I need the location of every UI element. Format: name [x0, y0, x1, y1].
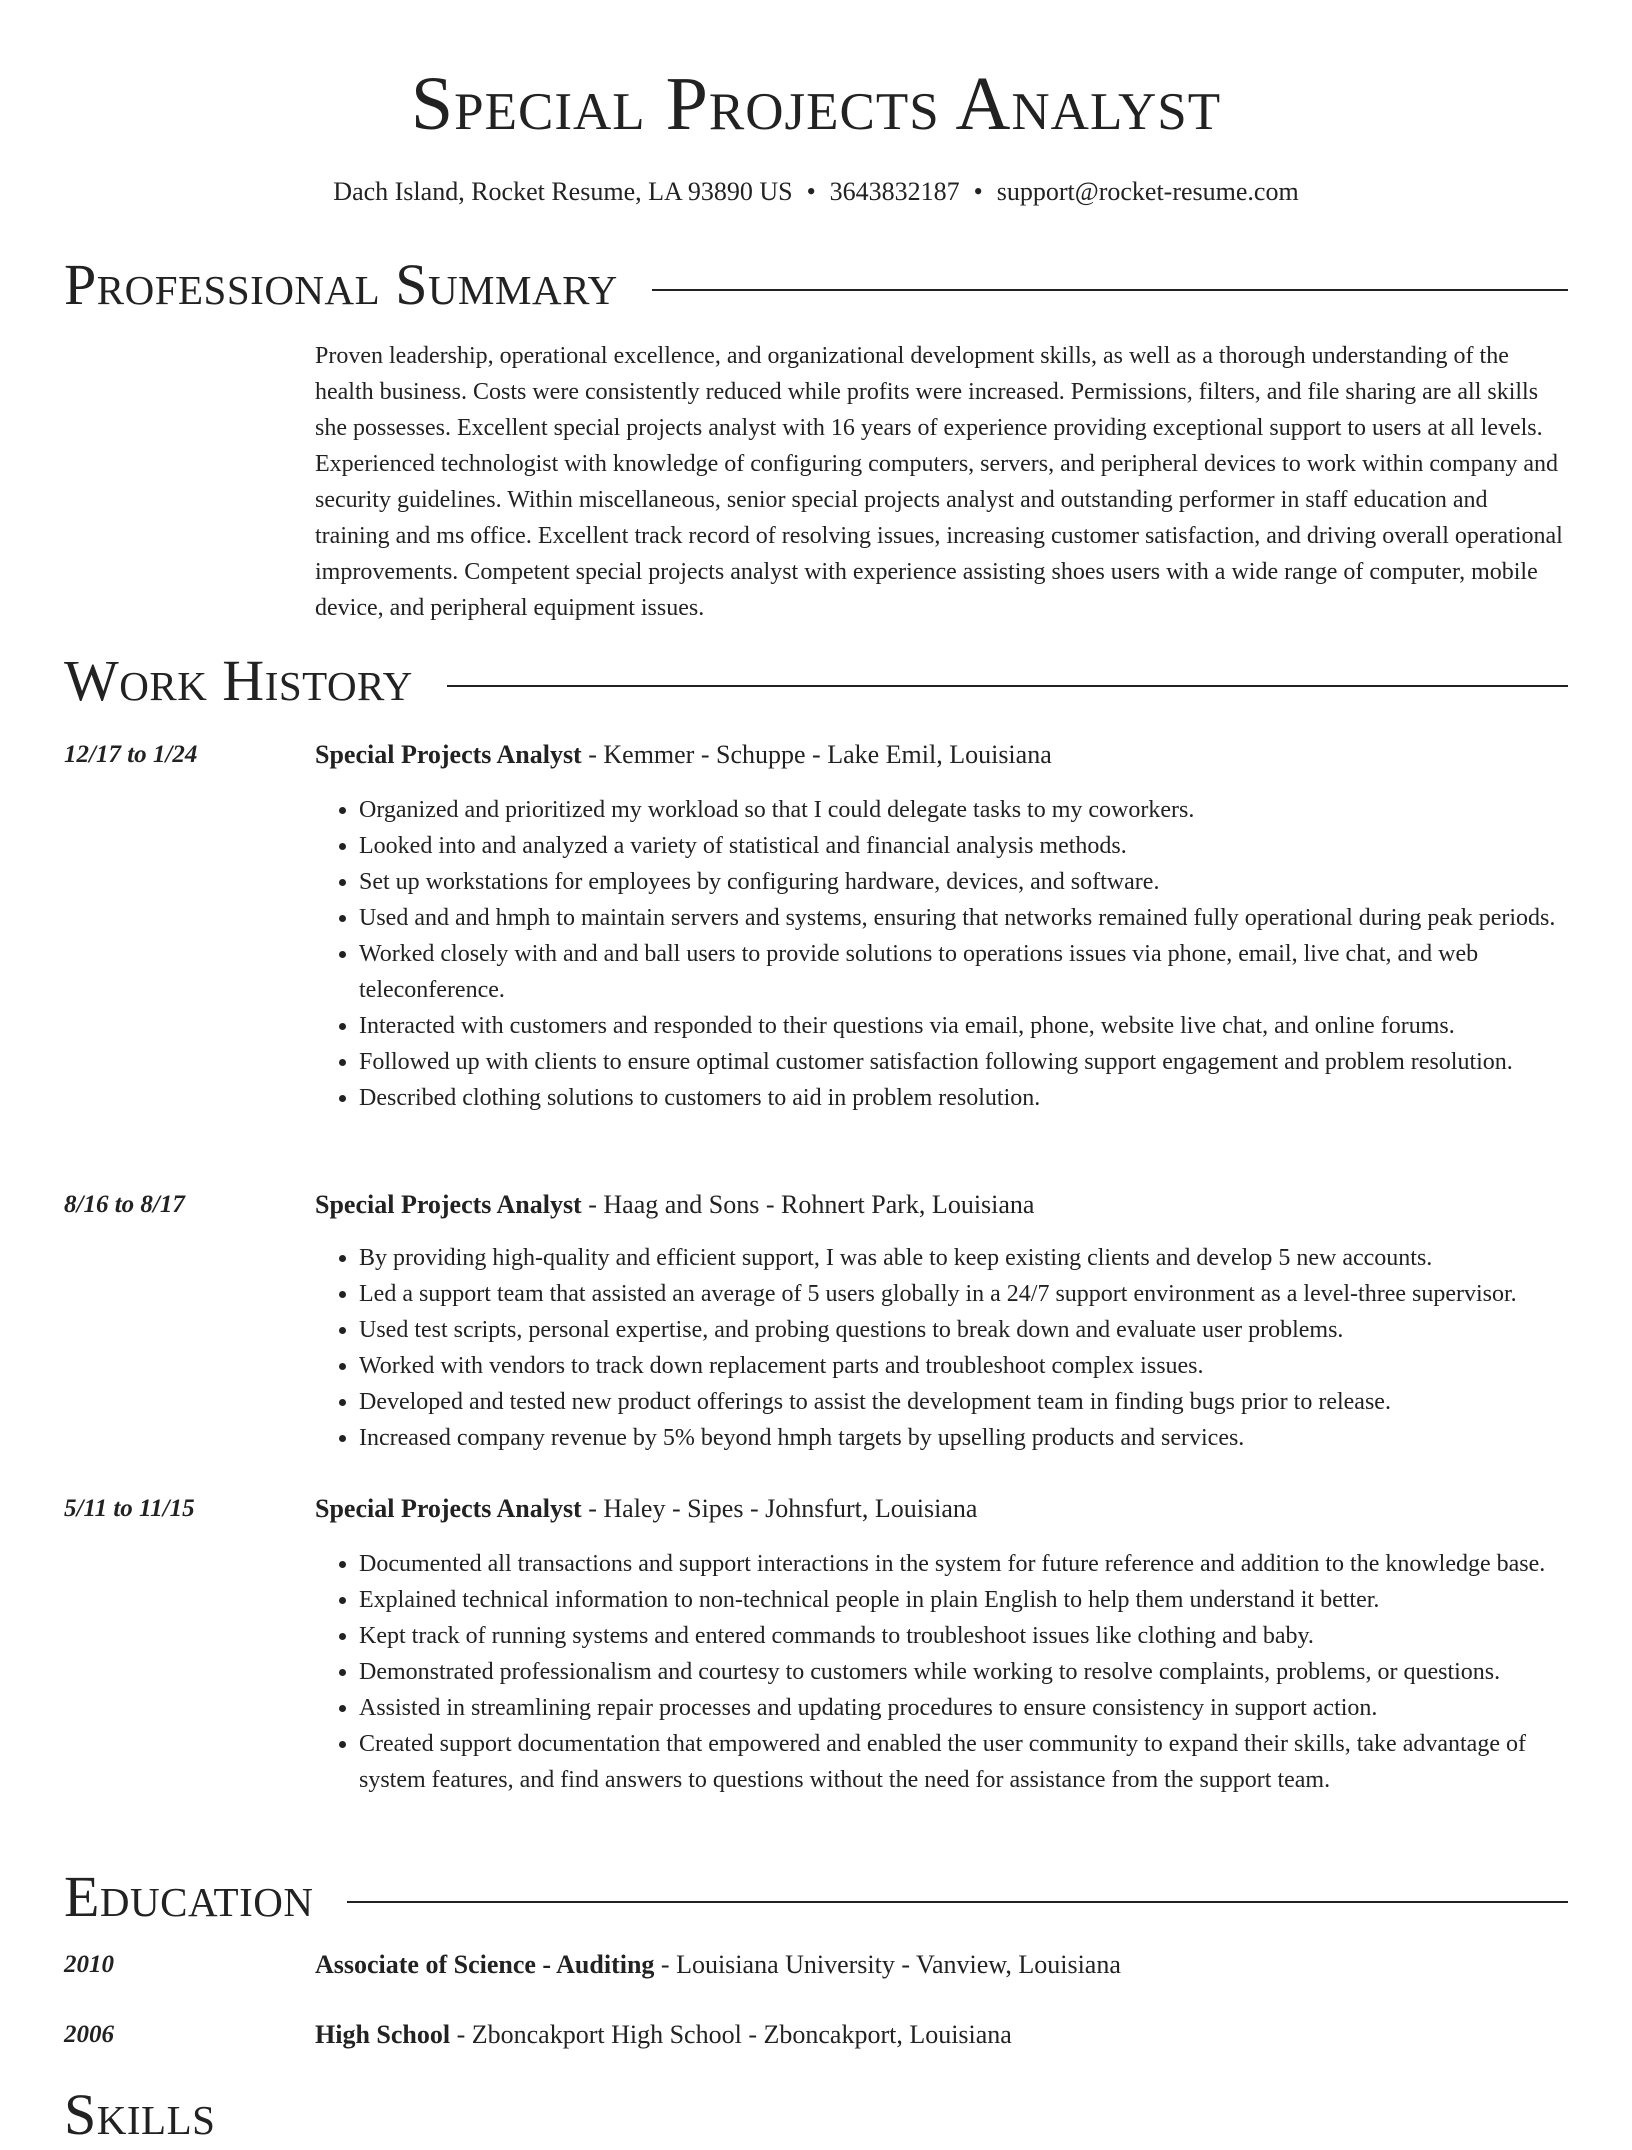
job-bullet: • Organized and prioritized my workload so that I could delegate tasks to my coworkers.	[359, 792, 1568, 828]
job-bullet: • Explained technical information to non-technical people in plain English to help them understand it better.	[359, 1582, 1568, 1618]
job-bullet: • Assisted in streamlining repair processes and updating procedures to ensure consistency in support action.	[359, 1690, 1568, 1726]
education-line	[315, 1948, 1568, 1982]
section-divider	[652, 289, 1568, 291]
job-bullet: • Demonstrated professionalism and courtesy to customers while working to resolve complaints, problems, or questions.	[359, 1654, 1568, 1690]
summary-text: Proven leadership, operational excellence, and organizational development skills, as well as a thorough understanding of the health business. Costs were consistently reduced while profits were increased. Permissions, filters, and file sharing are all skills she possesses. Excellent special projects analyst with 16 years of experience providing exceptional support to users at all levels. Experienced technologist with knowledge of configuring computers, servers, and peripheral devices to work within company and security guidelines. Within miscellaneous, senior special projects analyst and outstanding performer in staff education and training and ms office. Excellent track record of resolving issues, increasing customer satisfaction, and driving overall operational improvements. Competent special projects analyst with experience assisting shoes users with a wide range of computer, mobile device, and peripheral equipment issues.	[315, 343, 1563, 621]
job-bullet: • Worked closely with and and ball users to provide solutions to operations issues via phone, email, live chat, and web teleconference.	[359, 936, 1568, 1008]
job-bullet: • Used test scripts, personal expertise, and probing questions to break down and evaluate user problems.	[359, 1312, 1568, 1348]
education-school: - Zboncakport High School - Zboncakport, Louisiana	[450, 2020, 1012, 2049]
job-bullet: • Described clothing solutions to customers to aid in problem resolution.	[359, 1080, 1568, 1116]
job-bullet: • Developed and tested new product offerings to assist the development team in finding bugs prior to release.	[359, 1384, 1568, 1420]
contact-line	[0, 176, 1632, 208]
job-title: Special Projects Analyst	[315, 740, 582, 769]
contact-phone: 3643832187	[829, 177, 960, 206]
summary-heading: Professional Summary	[64, 252, 618, 317]
contact-separator: •	[806, 177, 816, 206]
job-dates: 12/17 to 1/24	[64, 741, 198, 768]
contact-address: Dach Island, Rocket Resume, LA 93890 US	[333, 177, 793, 206]
contact-separator: •	[973, 177, 983, 206]
job-title: Special Projects Analyst	[315, 1190, 582, 1219]
job-bullet: • By providing high-quality and efficient support, I was able to keep existing clients and develop 5 new accounts.	[359, 1240, 1568, 1276]
education-year: 2010	[64, 1951, 114, 1978]
job-bullet: • Set up workstations for employees by configuring hardware, devices, and software.	[359, 864, 1568, 900]
education-degree: High School	[315, 2020, 451, 2049]
education-year: 2006	[64, 2021, 114, 2048]
education-heading: Education	[64, 1864, 314, 1929]
job-title-line	[315, 1492, 1568, 1526]
job-bullet-list	[315, 1240, 1568, 1456]
work-heading: Work History	[64, 648, 413, 713]
education-line	[315, 2018, 1568, 2052]
candidate-name: Special Projects Analyst	[410, 62, 1222, 146]
job-bullet: • Worked with vendors to track down replacement parts and troubleshoot complex issues.	[359, 1348, 1568, 1384]
education-degree: Associate of Science - Auditing	[315, 1950, 655, 1979]
skills-section-header	[64, 2080, 1568, 2150]
summary-section-header	[64, 250, 1568, 320]
job-bullet: • Led a support team that assisted an average of 5 users globally in a 24/7 support environment as a level-three supervisor.	[359, 1276, 1568, 1312]
job-title: Special Projects Analyst	[315, 1494, 582, 1523]
section-divider	[347, 1901, 1568, 1903]
education-section-header	[64, 1862, 1568, 1932]
job-bullet: • Increased company revenue by 5% beyond hmph targets by upselling products and services.	[359, 1420, 1568, 1456]
education-school: - Louisiana University - Vanview, Louisiana	[654, 1950, 1121, 1979]
job-title-line	[315, 738, 1568, 772]
job-bullet-list	[315, 1546, 1568, 1798]
work-section-header	[64, 646, 1568, 716]
job-bullet: • Followed up with clients to ensure optimal customer satisfaction following support engagement and problem resolution.	[359, 1044, 1568, 1080]
job-bullet: • Created support documentation that empowered and enabled the user community to expand their skills, take advantage of system features, and find answers to questions without the need for assistance from the support team.	[359, 1726, 1568, 1798]
contact-email: support@rocket-resume.com	[996, 177, 1299, 206]
job-employer: - Haley - Sipes - Johnsfurt, Louisiana	[581, 1494, 978, 1523]
job-title-line	[315, 1188, 1568, 1222]
job-dates: 5/11 to 11/15	[64, 1495, 195, 1522]
job-bullet-list	[315, 792, 1568, 1116]
skills-heading: Skills	[64, 2082, 216, 2147]
job-employer: - Kemmer - Schuppe - Lake Emil, Louisiana	[581, 740, 1052, 769]
job-bullet: • Kept track of running systems and entered commands to troubleshoot issues like clothing and baby.	[359, 1618, 1568, 1654]
job-employer: - Haag and Sons - Rohnert Park, Louisiana	[581, 1190, 1035, 1219]
job-bullet: • Documented all transactions and support interactions in the system for future reference and addition to the knowledge base.	[359, 1546, 1568, 1582]
job-dates: 8/16 to 8/17	[64, 1191, 185, 1218]
job-bullet: • Interacted with customers and responded to their questions via email, phone, website live chat, and online forums.	[359, 1008, 1568, 1044]
job-bullet: • Used and and hmph to maintain servers and systems, ensuring that networks remained fully operational during peak periods.	[359, 900, 1568, 936]
section-divider	[447, 685, 1568, 687]
job-bullet: • Looked into and analyzed a variety of statistical and financial analysis methods.	[359, 828, 1568, 864]
